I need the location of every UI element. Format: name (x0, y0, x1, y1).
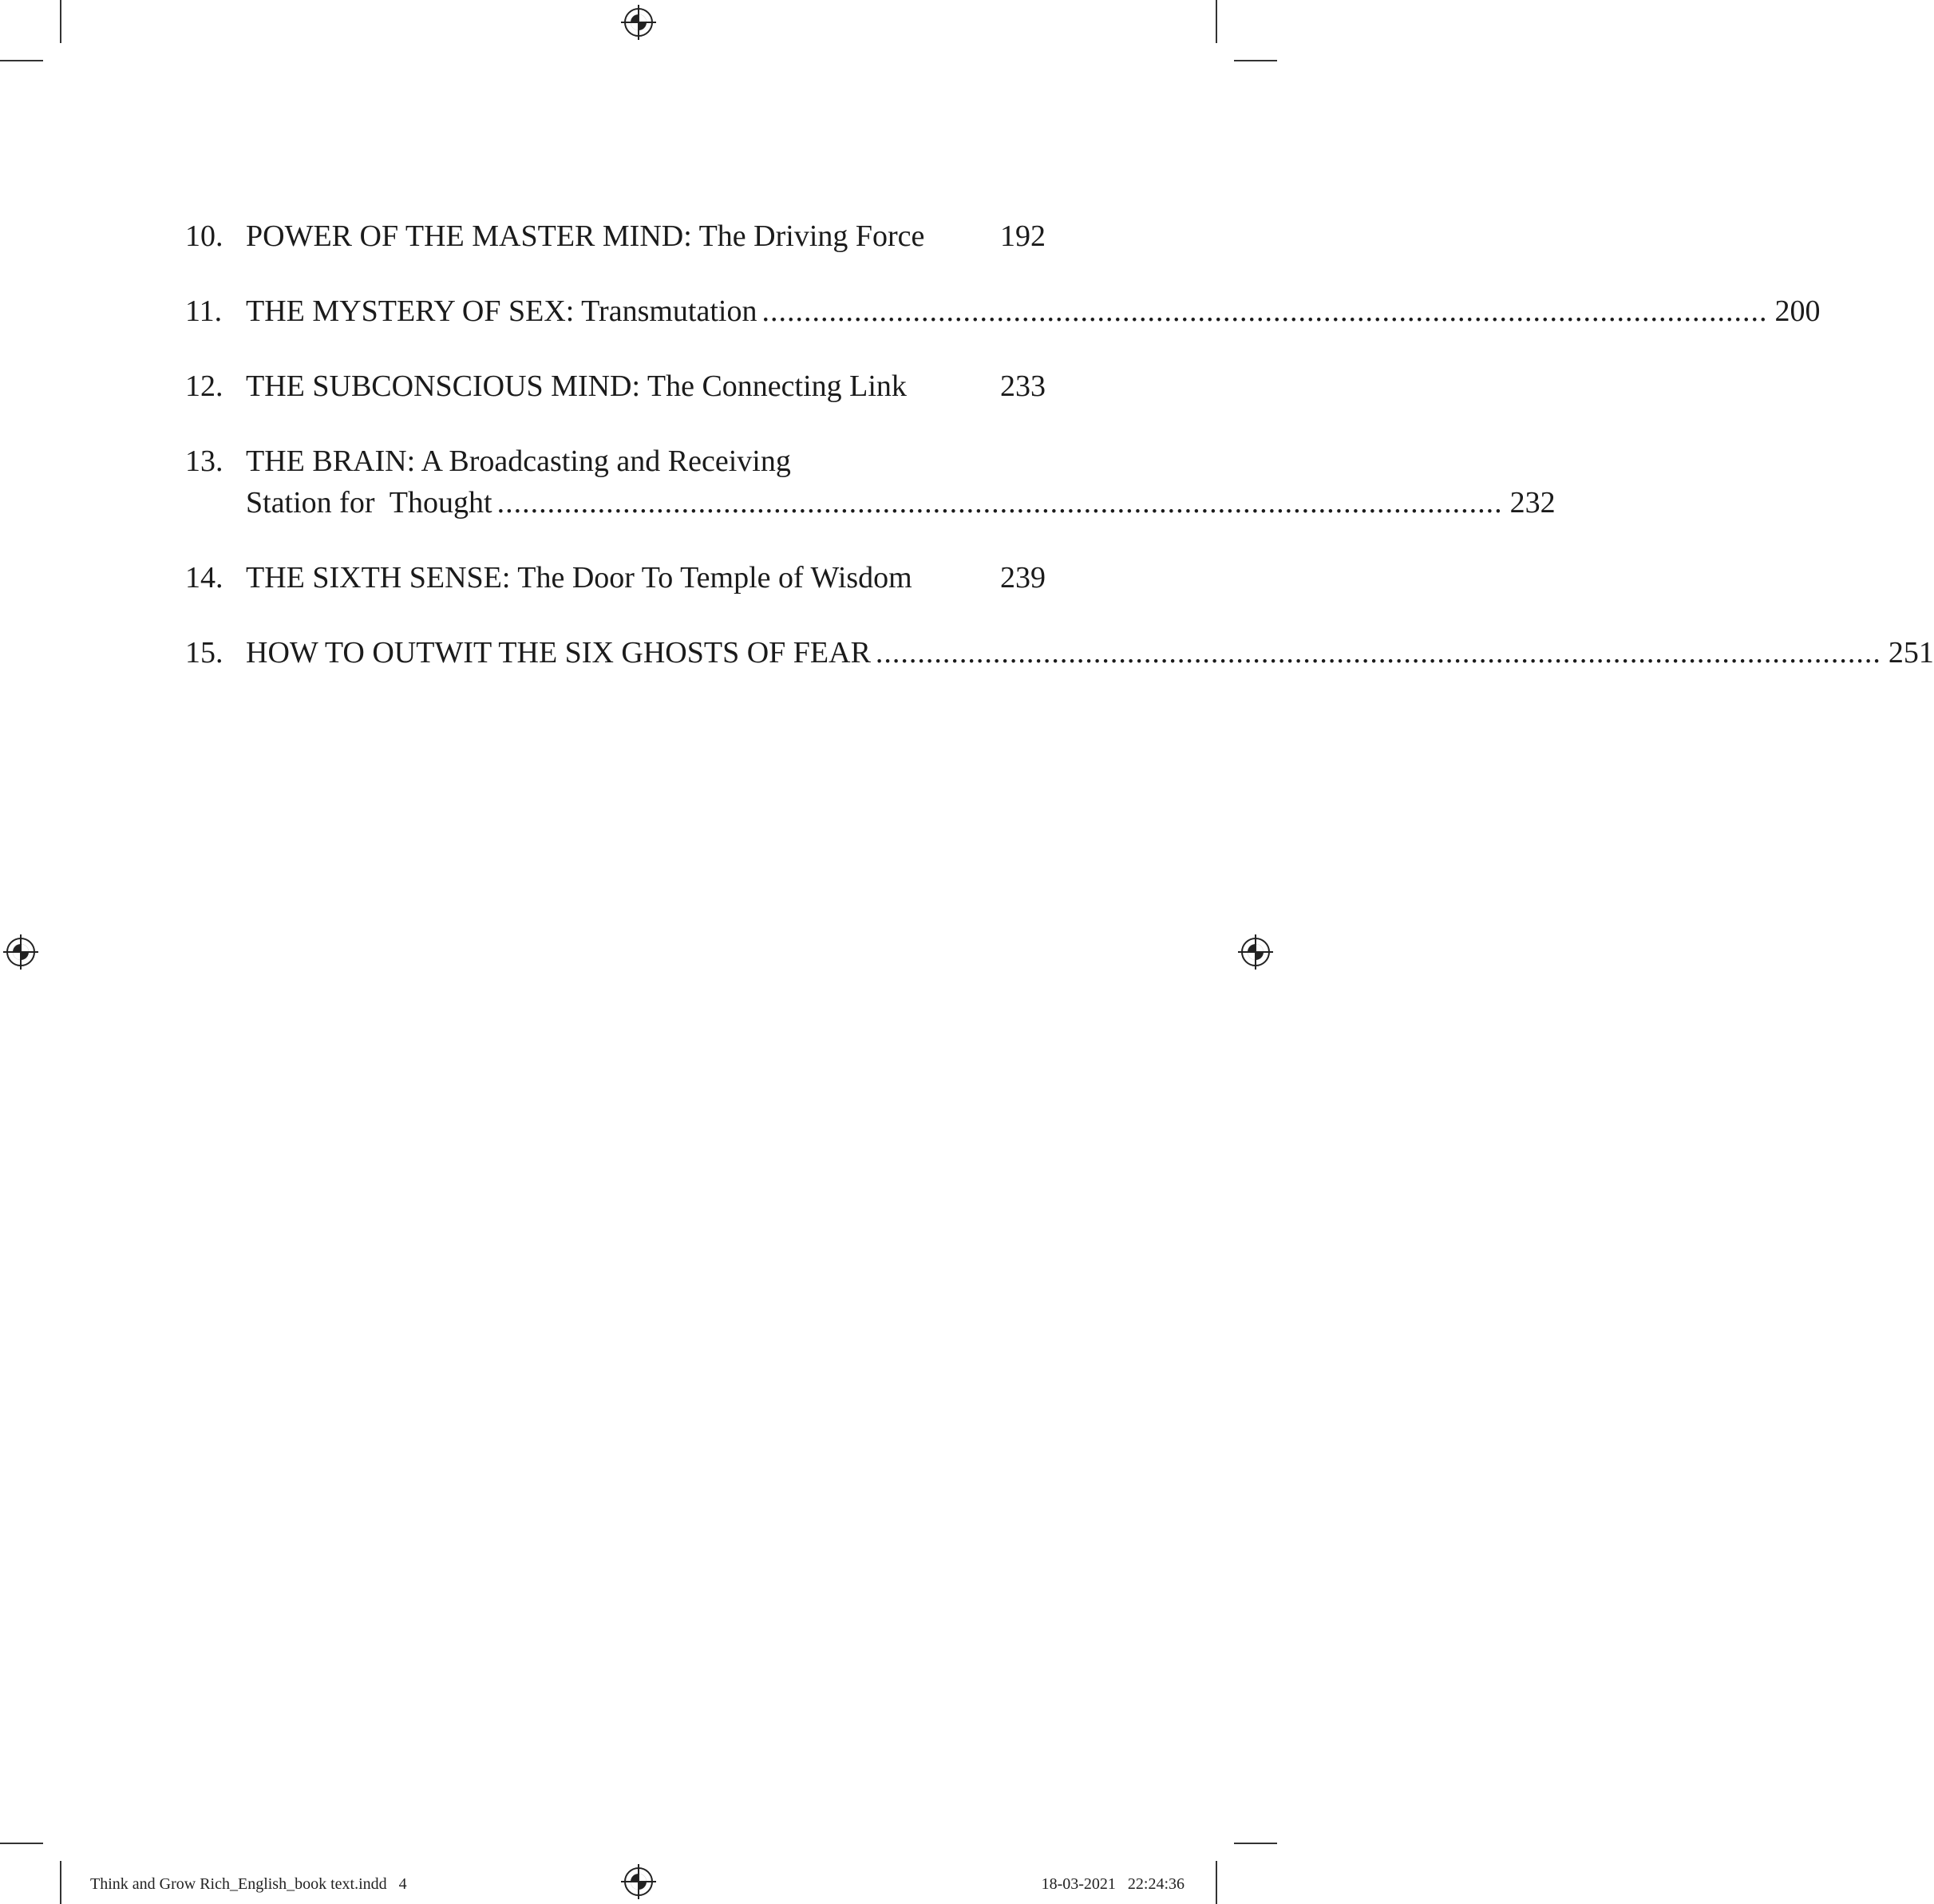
toc-page-number: 233 (1000, 369, 1046, 403)
toc-entry (185, 290, 1821, 332)
toc-number: 12. (185, 369, 223, 403)
toc-page-number: 239 (1000, 561, 1046, 595)
crop-mark (1216, 1861, 1217, 1904)
toc-title: THE SUBCONSCIOUS MIND: The Connecting Link (246, 369, 907, 403)
toc-page-number: 251 (1888, 636, 1934, 670)
registration-mark-icon (621, 5, 656, 40)
crop-mark (60, 0, 61, 43)
crop-mark (1216, 0, 1217, 43)
toc-entry (185, 440, 1556, 523)
toc-page-number: 192 (1000, 219, 1046, 253)
registration-mark-icon (1238, 934, 1273, 970)
toc-title: POWER OF THE MASTER MIND: The Driving Force (246, 219, 925, 253)
toc-entry (185, 632, 1934, 674)
toc-leader: ........................................................................................................................ (496, 486, 1503, 519)
crop-mark (60, 1861, 61, 1904)
toc-page-number: 200 (1774, 294, 1821, 328)
crop-mark (0, 60, 43, 61)
crop-mark (0, 1843, 43, 1844)
toc-entry (185, 557, 1046, 598)
toc-entry (185, 215, 1046, 257)
registration-mark-icon (621, 1864, 656, 1899)
toc-number: 10. (185, 219, 223, 253)
toc-title-continued: Station for Thought (246, 486, 492, 519)
toc-number: 15. (185, 636, 223, 670)
slug-file-name: Think and Grow Rich_English_book text.indd 4 (90, 1875, 407, 1893)
toc-title: THE MYSTERY OF SEX: Transmutation (246, 294, 757, 328)
toc-entry (185, 365, 1046, 407)
toc-page-number: 232 (1509, 486, 1556, 519)
toc-number: 11. (185, 294, 223, 328)
toc-title: HOW TO OUTWIT THE SIX GHOSTS OF FEAR (246, 636, 871, 670)
toc-number: 14. (185, 561, 223, 595)
toc-leader: ........................................................................................................................ (875, 636, 1881, 670)
crop-mark (1234, 60, 1277, 61)
table-of-contents (185, 215, 1934, 707)
toc-title: THE BRAIN: A Broadcasting and Receiving (246, 444, 791, 478)
slug-datetime: 18-03-2021 22:24:36 (1041, 1875, 1185, 1893)
toc-leader: ........................................................................................................................ (761, 294, 1768, 328)
toc-title: THE SIXTH SENSE: The Door To Temple of Wisdom (246, 561, 912, 595)
toc-number: 13. (185, 444, 223, 478)
crop-mark (1234, 1843, 1277, 1844)
registration-mark-icon (3, 934, 38, 970)
